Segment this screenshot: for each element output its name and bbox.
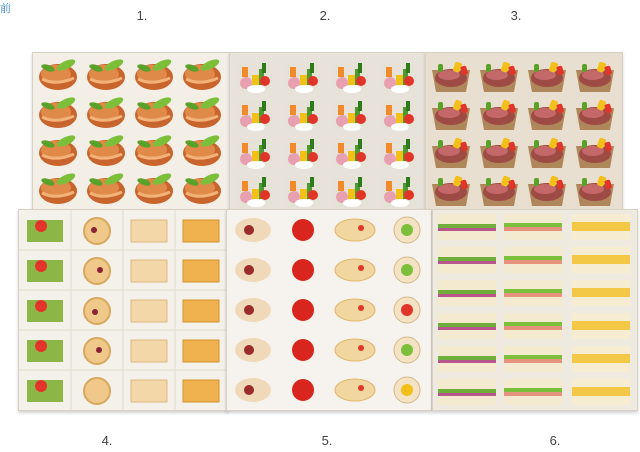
box-label-4: 4. — [101, 433, 113, 448]
roast-beef-cup-grid — [426, 53, 622, 210]
chicken-snap-pea-grid — [33, 53, 233, 210]
box-label-2: 2. — [319, 8, 331, 23]
canape-grid — [227, 210, 431, 410]
food-box-1 — [32, 52, 234, 211]
box-label-5: 5. — [321, 433, 333, 448]
food-box-4 — [18, 209, 228, 411]
box-label-3: 3. — [510, 8, 522, 23]
vegetable-skewer-grid — [230, 53, 426, 210]
pastry-assortment-grid — [19, 210, 227, 410]
corner-text: 前 — [0, 3, 11, 15]
box-label-6: 6. — [549, 433, 561, 448]
box-label-1: 1. — [136, 8, 148, 23]
food-box-2 — [229, 52, 427, 211]
food-box-3 — [425, 52, 623, 211]
food-box-5 — [226, 209, 432, 411]
sandwich-grid — [433, 210, 637, 410]
food-box-6 — [432, 209, 638, 411]
